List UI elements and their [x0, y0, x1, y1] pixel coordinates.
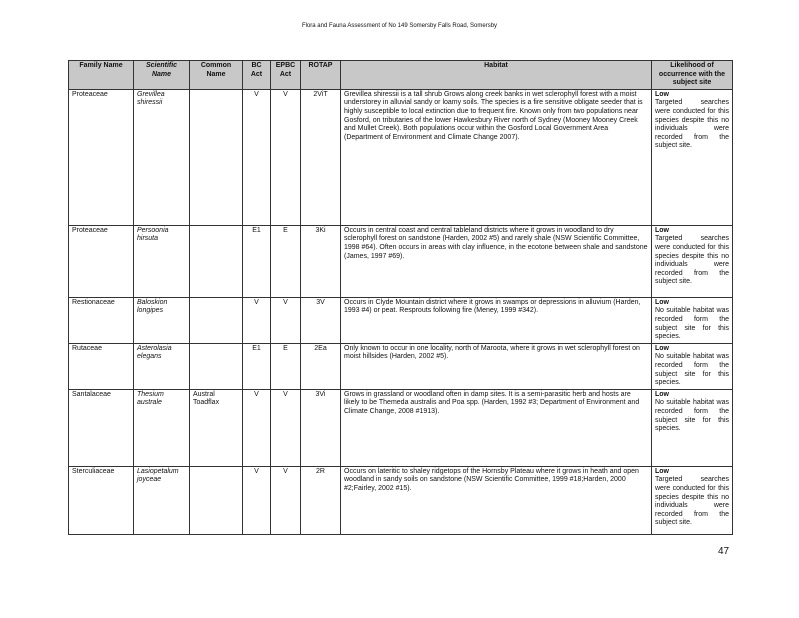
species-table: [68, 60, 733, 535]
likelihood-text: Targeted searches were conducted for this species despite this no individuals were recorded from the subject site.: [655, 476, 729, 527]
rotap-cell: 3V: [301, 297, 341, 343]
common-name-cell: Austral Toadflax: [190, 389, 243, 466]
page-number: 47: [718, 546, 730, 557]
col-header-family: Family Name: [69, 61, 134, 90]
family-cell: Rutaceae: [69, 343, 134, 389]
family-cell: Santalaceae: [69, 389, 134, 466]
table-row: [69, 343, 733, 389]
table-row: [69, 466, 733, 534]
likelihood-level: Low: [655, 390, 669, 398]
family-cell: Proteaceae: [69, 89, 134, 225]
likelihood-text: Targeted searches were conducted for this species despite this no individuals were recorded from the subject site.: [655, 235, 729, 286]
scientific-name-cell: Persoonia hirsuta: [134, 225, 190, 297]
likelihood-level: Low: [655, 298, 669, 306]
table-row: [69, 89, 733, 225]
likelihood-text: Targeted searches were conducted for this species despite this no individuals were recorded from the subject site.: [655, 99, 729, 150]
epbc-act-cell: E: [271, 225, 301, 297]
likelihood-cell: [652, 297, 733, 343]
habitat-cell: Occurs in central coast and central tableland districts where it grows in woodland to dry sclerophyll forest on sandstone (Harden, 2002 #5) and rarely shale (NSW Scientific Committee, 1998 #64). Often occurs in areas with clay influence, in the ecotone between shale and sandstone (James, 1997 #69).: [341, 225, 652, 297]
likelihood-cell: [652, 343, 733, 389]
likelihood-level: Low: [655, 467, 669, 475]
common-name-cell: [190, 225, 243, 297]
common-name-cell: [190, 89, 243, 225]
table-row: [69, 225, 733, 297]
bc-act-cell: V: [243, 389, 271, 466]
table-row: [69, 297, 733, 343]
col-header-likelihood: Likelihood of occurrence with the subject site: [652, 61, 733, 90]
family-cell: Proteaceae: [69, 225, 134, 297]
epbc-act-cell: V: [271, 466, 301, 534]
likelihood-cell: [652, 225, 733, 297]
epbc-act-cell: E: [271, 343, 301, 389]
epbc-act-cell: V: [271, 89, 301, 225]
bc-act-cell: E1: [243, 225, 271, 297]
likelihood-text: No suitable habitat was recorded form the subject site for this species.: [655, 307, 729, 341]
family-cell: Sterculiaceae: [69, 466, 134, 534]
rotap-cell: 3Ki: [301, 225, 341, 297]
likelihood-cell: [652, 466, 733, 534]
scientific-name-cell: Lasiopetalum joyceae: [134, 466, 190, 534]
scientific-name-cell: Thesium australe: [134, 389, 190, 466]
rotap-cell: 2ViT: [301, 89, 341, 225]
family-cell: Restionaceae: [69, 297, 134, 343]
likelihood-level: Low: [655, 90, 669, 98]
common-name-cell: [190, 297, 243, 343]
likelihood-level: Low: [655, 226, 669, 234]
habitat-cell: Occurs on lateritic to shaley ridgetops of the Hornsby Plateau where it grows in heath and open woodland in sandy soils on sandstone (NSW Scientific Committee, 1999 #18;Harden, 2000 #2;Fairley, 2002 #15).: [341, 466, 652, 534]
likelihood-cell: [652, 89, 733, 225]
epbc-act-cell: V: [271, 297, 301, 343]
common-name-cell: [190, 343, 243, 389]
likelihood-text: No suitable habitat was recorded form the subject site for this species.: [655, 399, 729, 433]
bc-act-cell: V: [243, 466, 271, 534]
likelihood-cell: [652, 389, 733, 466]
table-row: [69, 389, 733, 466]
rotap-cell: 2R: [301, 466, 341, 534]
rotap-cell: 2Ea: [301, 343, 341, 389]
scientific-name-cell: Grevillea shiressii: [134, 89, 190, 225]
bc-act-cell: E1: [243, 343, 271, 389]
page-header: Flora and Fauna Assessment of No 149 Somersby Falls Road, Somersby: [301, 23, 498, 29]
scientific-name-cell: Baloskion longipes: [134, 297, 190, 343]
rotap-cell: 3Vi: [301, 389, 341, 466]
habitat-cell: Grevillea shiressii is a tall shrub Grows along creek banks in wet sclerophyll forest with a moist understorey in alluvial sandy or loamy soils. The species is a fire sensitive obligate seeder that is highly susceptible to local extinction due to frequent fire. Known only from two populations near Gosford, on tributaries of the lower Hawkesbury River north of Sydney (Mooney Mooney Creek and Mullet Creek). Both populations occur within the Gosford Local Government Area (Department of Environment and Climate Change 2007).: [341, 89, 652, 225]
habitat-cell: Occurs in Clyde Mountain district where it grows in swamps or depressions in alluvium (Harden, 1993 #4) or peat. Resprouts following fire (Meney, 1999 #342).: [341, 297, 652, 343]
col-header-habitat: Habitat: [341, 61, 652, 90]
likelihood-level: Low: [655, 344, 669, 352]
scientific-name-cell: Asterolasia elegans: [134, 343, 190, 389]
common-name-cell: [190, 466, 243, 534]
habitat-cell: Grows in grassland or woodland often in damp sites. It is a semi-parasitic herb and hosts are likely to be Themeda australis and Poa spp. (Harden, 1992 #3; Department of Environment and Climate Change, 2008 #1913).: [341, 389, 652, 466]
habitat-cell: Only known to occur in one locality, north of Maroota, where it grows in wet sclerophyll forest on moist hillsides (Harden, 2002 #5).: [341, 343, 652, 389]
bc-act-cell: V: [243, 89, 271, 225]
col-header-bc: BC Act: [243, 61, 271, 90]
bc-act-cell: V: [243, 297, 271, 343]
col-header-rotap: ROTAP: [301, 61, 341, 90]
table-header-row: [69, 61, 733, 90]
epbc-act-cell: V: [271, 389, 301, 466]
col-header-common: Common Name: [190, 61, 243, 90]
col-header-scientific: Scientific Name: [134, 61, 190, 90]
col-header-epbc: EPBC Act: [271, 61, 301, 90]
likelihood-text: No suitable habitat was recorded form the subject site for this species.: [655, 353, 729, 387]
